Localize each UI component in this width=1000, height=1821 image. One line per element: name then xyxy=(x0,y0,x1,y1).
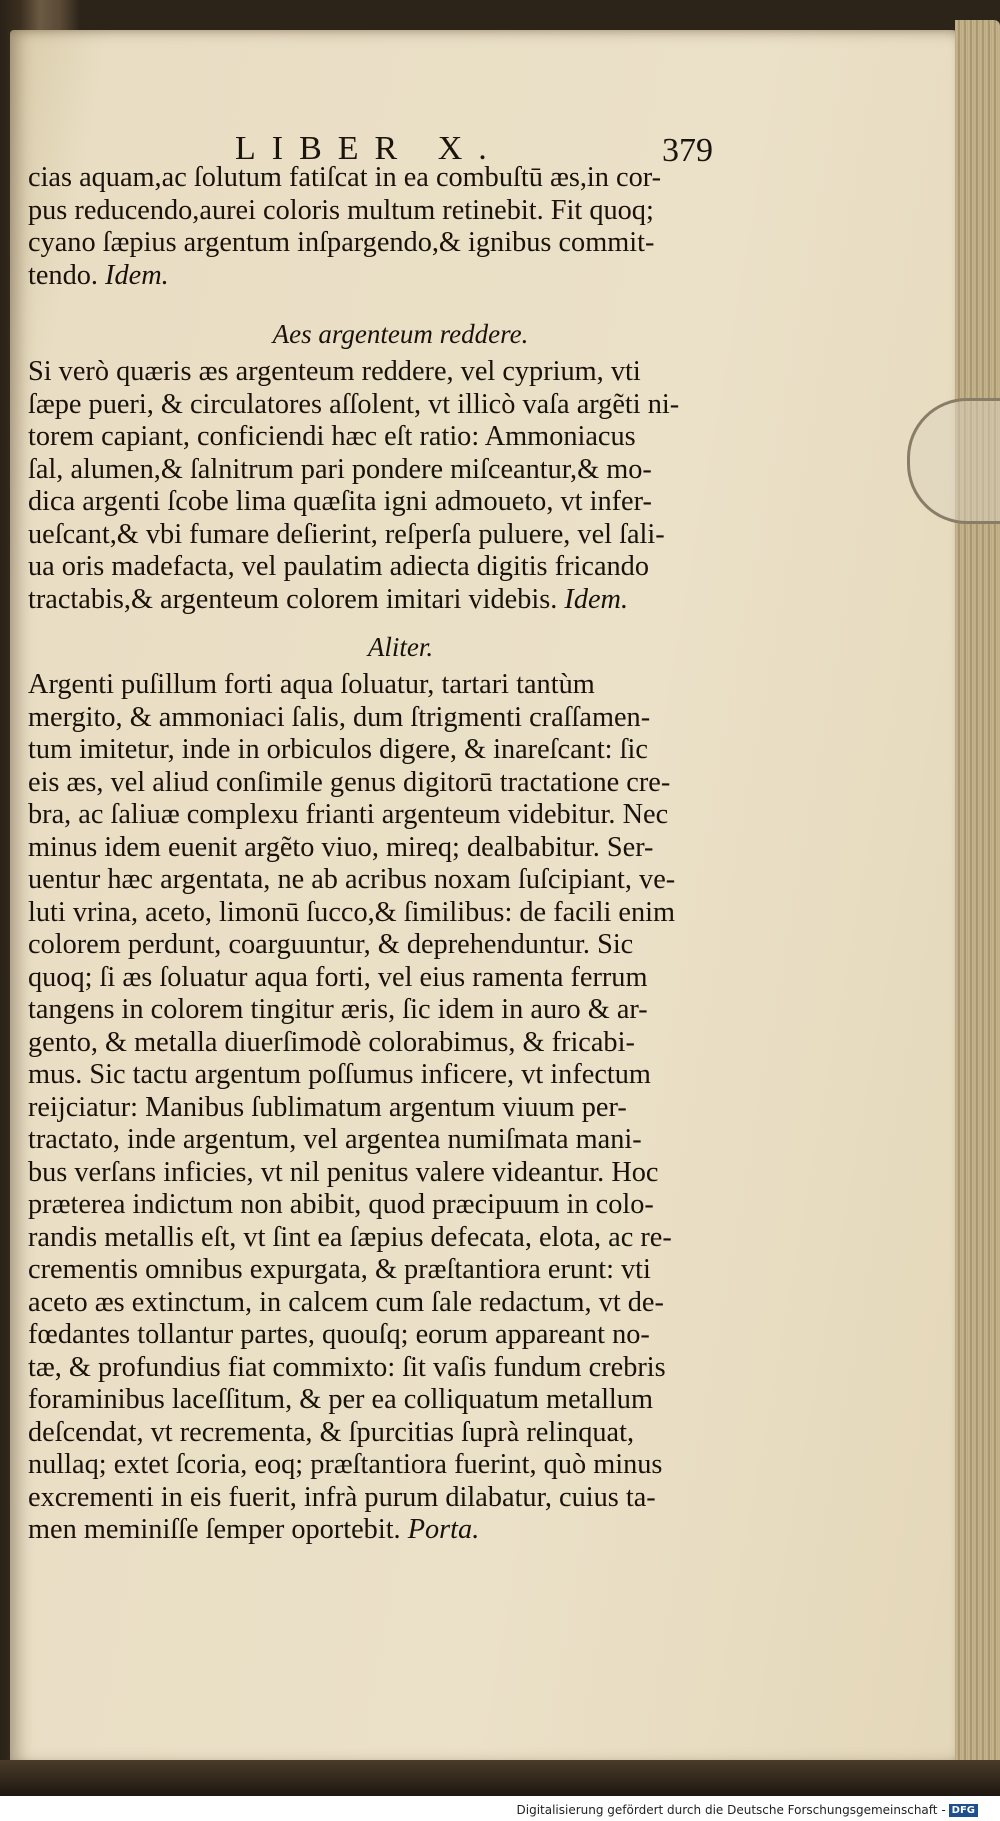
text-line: nullaq; extet ſcoria, eoq; præſtantiora fuerint, quò minus xyxy=(28,1449,663,1480)
text-fragment: men meminiſſe ſemper oportebit. xyxy=(28,1514,401,1545)
text-line: colorem perdunt, coarguuntur, & deprehenduntur. Sic xyxy=(28,929,634,960)
paragraph-continuation xyxy=(28,162,773,292)
dfg-logo: DFG xyxy=(949,1804,978,1817)
text-line: tæ, & profundius fiat commixto: ſit vaſis fundum crebris xyxy=(28,1351,666,1383)
text-line: bra, ac ſaliuæ complexu frianti argenteum videbitur. Nec xyxy=(28,799,669,830)
text-fragment: tendo. xyxy=(28,259,98,291)
credit-text: Digitalisierung gefördert durch die Deutsche Forschungsgemeinschaft - xyxy=(516,1803,946,1817)
text-fragment: tractabis,& argenteum colorem imitari videbis. xyxy=(28,583,558,615)
text-line: Si verò quæris æs argenteum reddere, vel cyprium, vti xyxy=(28,356,641,387)
text-line: quoq; ſi æs ſoluatur aqua forti, vel eius ramenta ferrum xyxy=(28,961,648,993)
text-line: luti vrina, aceto, limonū ſucco,& ſimilibus: de facili enim xyxy=(28,896,676,928)
attribution: Idem. xyxy=(105,259,169,291)
text-line: ſæpe pueri, & circulatores aſſolent, vt illicò vaſa argẽti ni- xyxy=(28,388,680,420)
text-line: cyano ſæpius argentum inſpargendo,& ignibus commit- xyxy=(28,227,655,258)
text-line: uentur hæc argentata, ne ab acribus noxam ſuſcipiant, ve- xyxy=(28,864,676,895)
text-line: cias aquam,ac ſolutum fatiſcat in ea combuſtū æs,in cor- xyxy=(28,162,662,193)
attribution: Porta. xyxy=(407,1514,480,1545)
text-line: foraminibus laceſſitum, & per ea colliquatum metallum xyxy=(28,1384,653,1415)
text-line: crementis omnibus expurgata, & præſtantiora erunt: vti xyxy=(28,1254,651,1285)
text-line: torem capiant, conficiendi hæc eſt ratio: Ammoniacus xyxy=(28,421,636,452)
page-edges xyxy=(955,20,1000,1780)
text-line: ſal, alumen,& ſalnitrum pari pondere miſceantur,& mo- xyxy=(28,453,652,485)
text-line xyxy=(28,1514,768,1547)
text-line: pus reducendo,aurei coloris multum retinebit. Fit quoq; xyxy=(28,194,654,226)
section-aliter xyxy=(28,623,773,1547)
section-aes-argenteum xyxy=(28,310,773,616)
scan-bottom-edge xyxy=(0,1760,1000,1796)
digitization-credit xyxy=(517,1803,979,1817)
section-heading: Aliter. xyxy=(367,632,434,662)
text-line: randis metallis eſt, vt ſint ea ſæpius defecata, elota, ac re- xyxy=(28,1221,672,1253)
running-title: LIBER X. xyxy=(235,130,503,167)
text-line: fœdantes tollantur partes, quouſq; eorum appareant no- xyxy=(28,1319,650,1350)
text-line: bus verſans inficies, vt nil penitus valere videantur. Hoc xyxy=(28,1156,659,1188)
text-line: gento, & metalla diuerſimodè colorabimus, & fricabi- xyxy=(28,1026,635,1058)
text-line: mergito, & ammoniaci ſalis, dum ſtrigmenti craſſamen- xyxy=(28,701,651,733)
text-line xyxy=(28,260,768,293)
text-line: reijciatur: Manibus ſublimatum argentum viuum per- xyxy=(28,1091,627,1123)
text-line: ua oris madefacta, vel paulatim adiecta digitis fricando xyxy=(28,551,649,582)
text-line: dica argenti ſcobe lima quæſita igni admoueto, vt infer- xyxy=(28,486,652,517)
text-line xyxy=(28,584,768,617)
page-number: 379 xyxy=(662,132,713,169)
section-heading: Aes argenteum reddere. xyxy=(272,319,529,349)
text-line: Argenti puſillum forti aqua ſoluatur, tartari tantùm xyxy=(28,669,595,700)
text-line: deſcendat, vt recrementa, & ſpurcitias ſuprà relinquat, xyxy=(28,1416,635,1448)
text-line: mus. Sic tactu argentum poſſumus inficere, vt infectum xyxy=(28,1059,651,1090)
text-line: tum imitetur, inde in orbiculos digere, & inareſcant: ſic xyxy=(28,734,648,765)
text-line: eis æs, vel aliud conſimile genus digitorū tractatione cre- xyxy=(28,766,671,798)
text-line: ueſcant,& vbi fumare deſierint, reſperſa puluere, vel ſali- xyxy=(28,518,665,550)
text-line: tractato, inde argentum, vel argentea numiſmata mani- xyxy=(28,1124,642,1155)
attribution: Idem. xyxy=(564,583,629,615)
text-line: tangens in colorem tingitur æris, ſic idem in auro & ar- xyxy=(28,994,648,1025)
text-line: minus idem euenit argẽto viuo, mireq; dealbabitur. Ser- xyxy=(28,831,654,863)
text-line: aceto æs extinctum, in calcem cum ſale redactum, vt de- xyxy=(28,1286,664,1318)
text-line: præterea indictum non abibit, quod præcipuum in colo- xyxy=(28,1189,654,1220)
text-line: excrementi in eis fuerit, infrà purum dilabatur, cuius ta- xyxy=(28,1481,656,1513)
